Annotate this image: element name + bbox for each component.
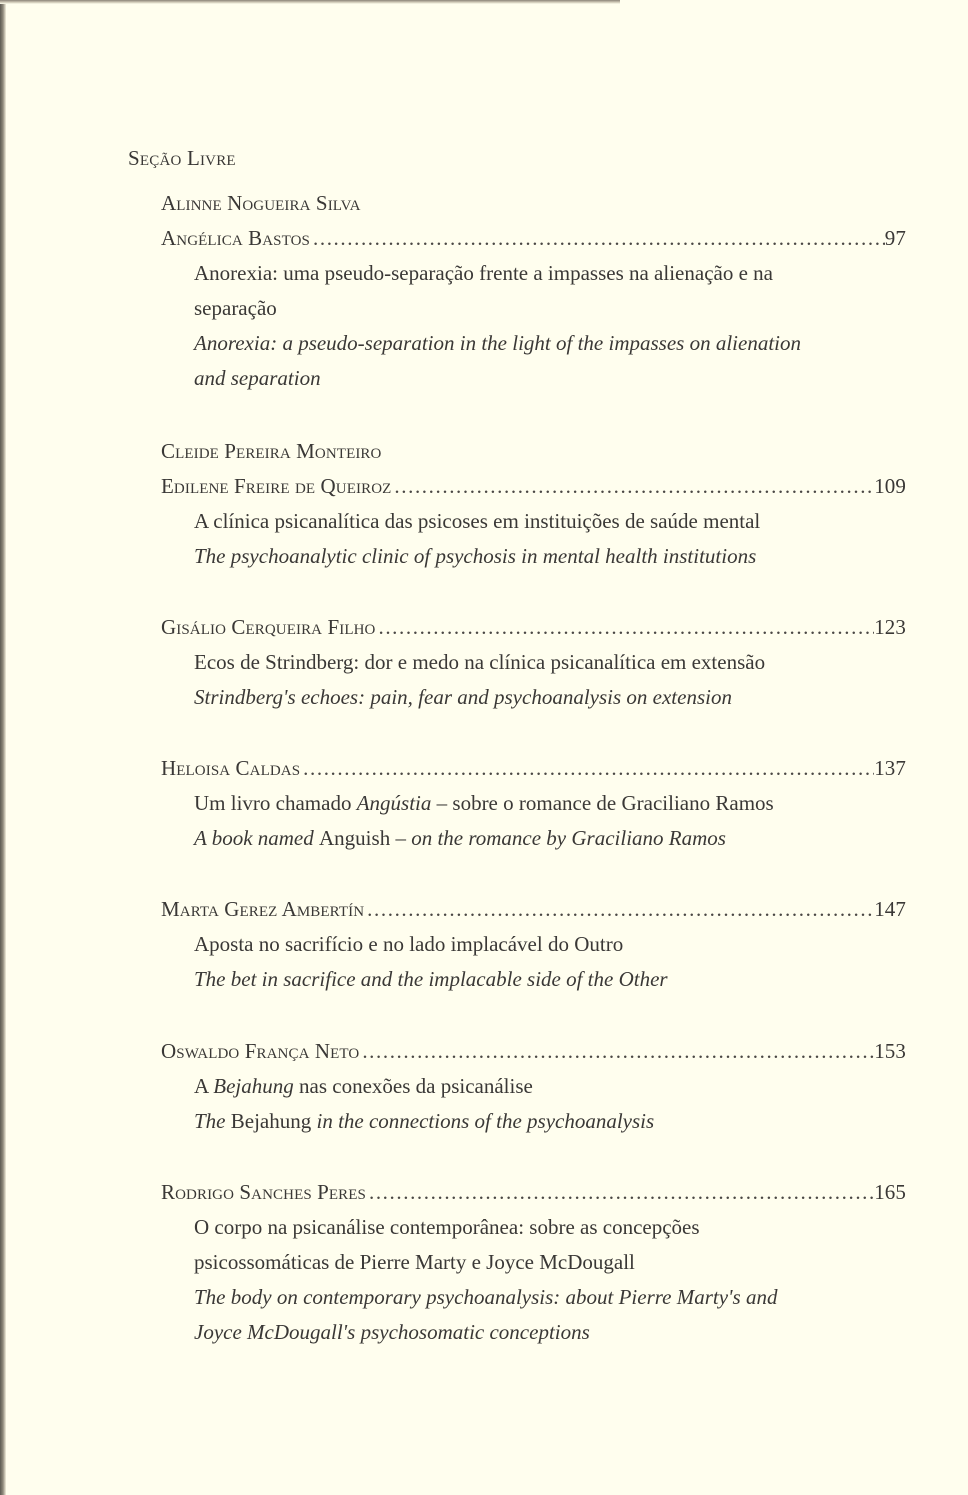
title-part: – sobre o romance de Graciliano Ramos: [431, 791, 774, 815]
page-number: 165: [874, 1180, 906, 1204]
author-name-text: Angélica Bastos: [161, 226, 310, 250]
title-part-italic: Bejahung: [213, 1074, 294, 1098]
article-title-en: [194, 823, 894, 853]
title-part: Um livro chamado: [194, 791, 357, 815]
page-number: 123: [874, 615, 906, 639]
author-name-text: Heloisa Caldas: [161, 756, 301, 780]
article-title-en: and separation: [194, 366, 321, 390]
title-part: A: [194, 1074, 214, 1098]
title-part-italic: Angústia: [356, 791, 432, 815]
author-line-with-page[interactable]: [161, 1036, 906, 1066]
author-name-text: Edilene Freire de Queiroz: [161, 474, 392, 498]
page-binding-edge: [0, 0, 6, 1495]
page-number: 137: [874, 756, 906, 780]
author-name-text: Marta Gerez Ambertín: [161, 897, 365, 921]
article-title-en: Strindberg's echoes: pain, fear and psychoanalysis on extension: [194, 685, 732, 709]
leader-dots: [300, 753, 874, 783]
author-name-text: Oswaldo França Neto: [161, 1039, 360, 1063]
page-number: 109: [874, 474, 906, 498]
author-line-with-page[interactable]: [161, 753, 906, 783]
title-part: Bejahung: [230, 1109, 312, 1133]
author-line-with-page[interactable]: [161, 1177, 906, 1207]
author-name: [161, 436, 906, 466]
article-title-en: The bet in sacrifice and the implacable side of the Other: [194, 967, 668, 991]
article-title-pt: [194, 1071, 894, 1101]
article-title-pt: Ecos de Strindberg: dor e medo na clínica psicanalítica em extensão: [194, 650, 766, 674]
author-line-with-page[interactable]: [161, 612, 906, 642]
article-title-pt: A clínica psicanalítica das psicoses em instituições de saúde mental: [194, 509, 761, 533]
section-title: Seção Livre: [128, 146, 236, 170]
leader-dots: [364, 894, 874, 924]
author-name-text: Cleide Pereira Monteiro: [161, 439, 382, 463]
article-title-pt: O corpo na psicanálise contemporânea: sobre as concepções: [194, 1215, 700, 1239]
article-title-en: The psychoanalytic clinic of psychosis in mental health institutions: [194, 544, 757, 568]
title-part-italic: – on the romance by Graciliano Ramos: [390, 826, 726, 850]
title-part: Anguish: [319, 826, 391, 850]
page-top-edge: [0, 0, 620, 4]
page-number: 153: [874, 1039, 906, 1063]
leader-dots: [359, 1036, 874, 1066]
title-part: nas conexões da psicanálise: [293, 1074, 533, 1098]
author-name-text: Rodrigo Sanches Peres: [161, 1180, 366, 1204]
article-title-pt: separação: [194, 296, 277, 320]
author-line-with-page[interactable]: [161, 894, 906, 924]
leader-dots: [366, 1177, 874, 1207]
leader-dots: [310, 223, 885, 253]
title-part-italic: in the connections of the psychoanalysis: [311, 1109, 655, 1133]
article-title-en: [194, 1106, 894, 1136]
author-name: [161, 188, 906, 218]
author-line-with-page[interactable]: [161, 471, 906, 501]
author-name-text: Alinne Nogueira Silva: [161, 191, 361, 215]
article-title-pt: psicossomáticas de Pierre Marty e Joyce McDougall: [194, 1250, 635, 1274]
author-line-with-page[interactable]: [161, 223, 906, 253]
title-part-italic: A book named: [194, 826, 320, 850]
title-part-italic: The: [194, 1109, 231, 1133]
article-title-en: The body on contemporary psychoanalysis: about Pierre Marty's and: [194, 1285, 778, 1309]
article-title-en: Joyce McDougall's psychosomatic conceptions: [194, 1320, 590, 1344]
article-title-pt: Aposta no sacrifício e no lado implacável do Outro: [194, 932, 624, 956]
article-title-pt: Anorexia: uma pseudo-separação frente a impasses na alienação e na: [194, 261, 773, 285]
article-title-en: Anorexia: a pseudo-separation in the light of the impasses on alienation: [194, 331, 801, 355]
leader-dots: [375, 612, 874, 642]
leader-dots: [391, 471, 874, 501]
author-name-text: Gisálio Cerqueira Filho: [161, 615, 376, 639]
page-number: 97: [884, 226, 906, 250]
page-number: 147: [874, 897, 906, 921]
article-title-pt: [194, 788, 894, 818]
